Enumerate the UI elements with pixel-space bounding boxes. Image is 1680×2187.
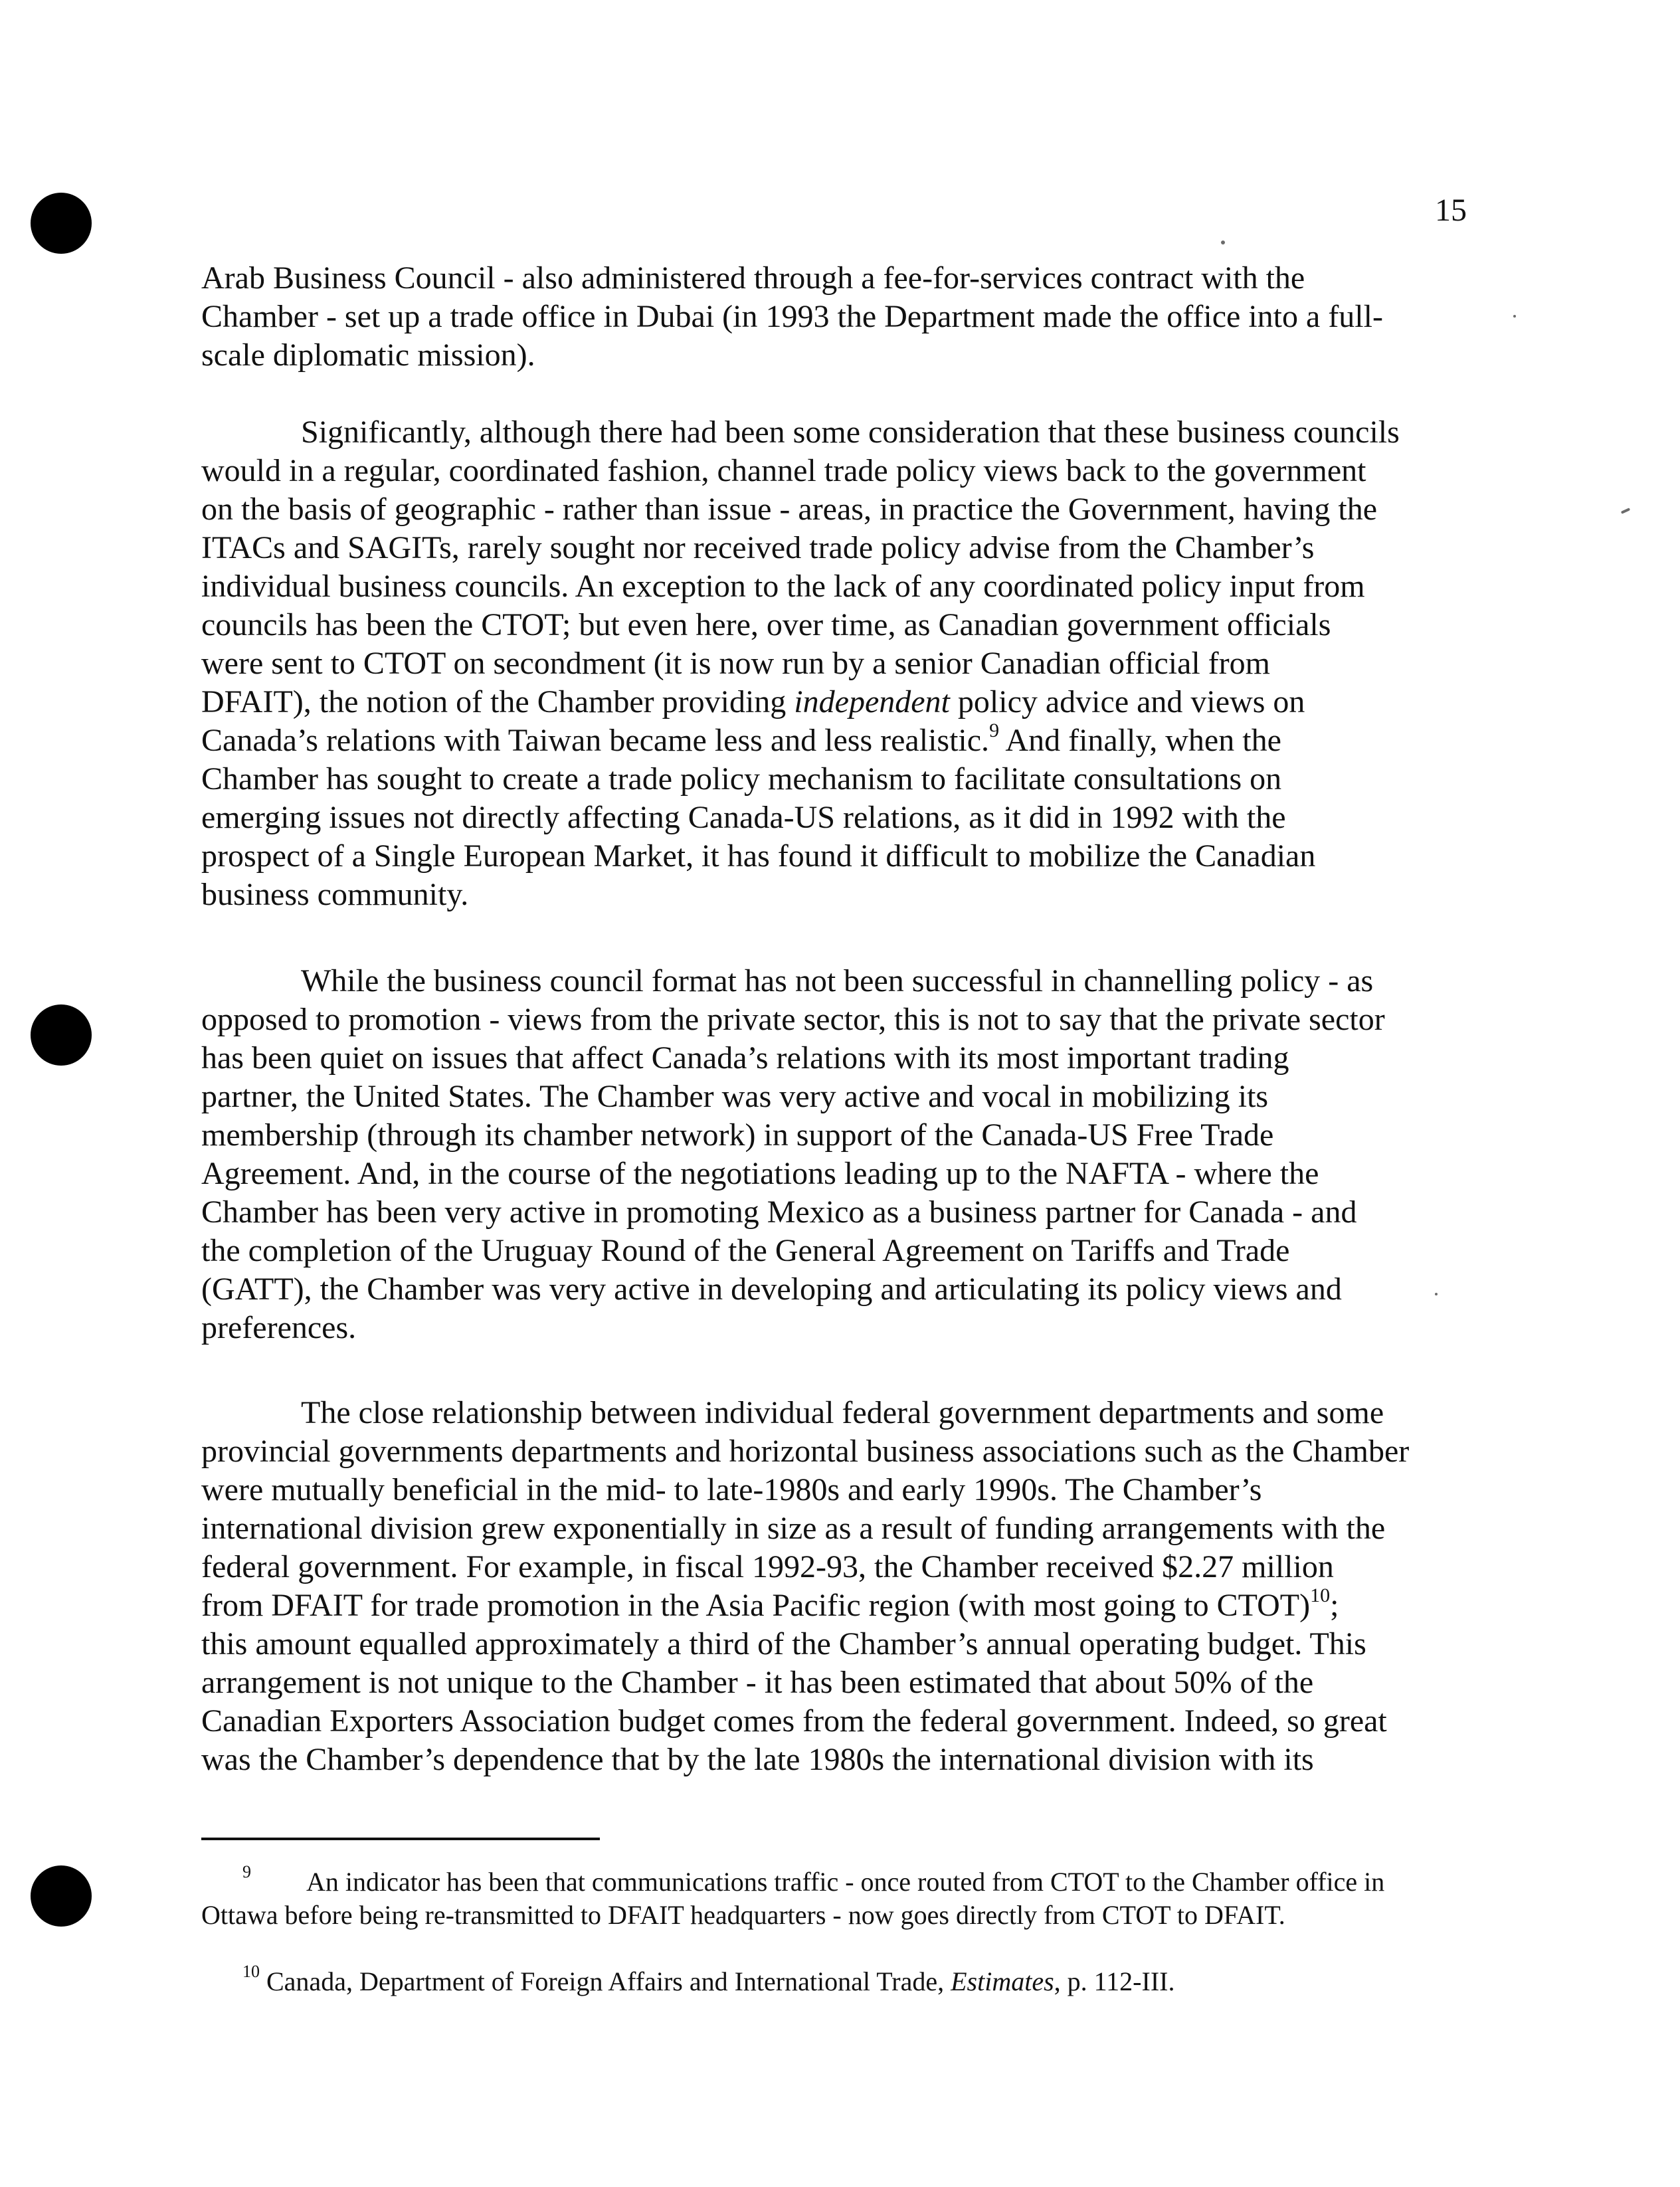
footnote-text: An indicator has been that communications traffic - once routed from CTOT to the Chamber office in [306, 1867, 1385, 1897]
footnote-10 [201, 1961, 1507, 1998]
footnote-ref-9[interactable]: 9 [989, 719, 1000, 741]
text-segment: DFAIT), the notion of the Chamber providing [201, 684, 794, 719]
text-line: Significantly, although there had been some consideration that these business councils [301, 415, 1400, 450]
text-line: membership (through its chamber network) in support of the Canada-US Free Trade [201, 1117, 1274, 1153]
text-line: councils has been the CTOT; but even here, over time, as Canadian government officials [201, 607, 1331, 642]
text-segment: policy advice and views on [949, 684, 1305, 719]
page-number: 15 [1435, 193, 1467, 228]
text-line [201, 721, 1507, 760]
footnote-text: , p. 112-III. [1054, 1966, 1175, 1996]
emphasis-text: Estimates [951, 1966, 1054, 1996]
text-line: were sent to CTOT on secondment (it is now run by a senior Canadian official from [201, 646, 1270, 681]
scan-speck [1513, 315, 1516, 318]
text-line: Chamber has been very active in promoting Mexico as a business partner for Canada - and [201, 1194, 1357, 1230]
text-line: has been quiet on issues that affect Canada’s relations with its most important trading [201, 1040, 1289, 1076]
punch-hole-top [31, 193, 92, 254]
paragraph-1 [201, 259, 1507, 375]
paragraph-2 [201, 413, 1507, 914]
text-line [201, 1586, 1507, 1625]
punch-hole-bottom [31, 1865, 92, 1927]
text-line: opposed to promotion - views from the private sector, this is not to say that the private sector [201, 1002, 1385, 1037]
text-line: individual business councils. An exception to the lack of any coordinated policy input from [201, 569, 1365, 604]
text-line: emerging issues not directly affecting Canada-US relations, as it did in 1992 with the [201, 800, 1286, 835]
footnote-text: Canada, Department of Foreign Affairs and International Trade, [260, 1966, 951, 1996]
text-segment: from DFAIT for trade promotion in the Asia Pacific region (with most going to CTOT) [201, 1588, 1311, 1623]
text-line [201, 683, 1507, 721]
text-line: this amount equalled approximately a third of the Chamber’s annual operating budget. This [201, 1626, 1366, 1662]
footnote-line [201, 1961, 1507, 1998]
text-line: (GATT), the Chamber was very active in developing and articulating its policy views and [201, 1272, 1342, 1307]
text-line: Chamber has sought to create a trade policy mechanism to facilitate consultations on [201, 761, 1282, 797]
text-line: were mutually beneficial in the mid- to late-1980s and early 1990s. The Chamber’s [201, 1472, 1262, 1507]
footnote-line: $^9$ An indicator has been that communications traffic - once routed from CTOT to the Chamber office in [242, 1861, 1385, 1897]
text-line: the completion of the Uruguay Round of the General Agreement on Tariffs and Trade [201, 1233, 1290, 1268]
text-line: preferences. [201, 1310, 357, 1345]
text-line: business community. [201, 877, 469, 912]
paragraph-4 [201, 1394, 1507, 1779]
text-segment: Canada’s relations with Taiwan became less and less realistic. [201, 723, 990, 758]
scan-speck [1621, 508, 1630, 514]
text-segment: And finally, when the [999, 723, 1281, 758]
footnote-marker: 10 [242, 1961, 260, 1981]
text-line: would in a regular, coordinated fashion, channel trade policy views back to the government [201, 453, 1366, 488]
punch-hole-middle [31, 1004, 92, 1066]
paragraph-3 [201, 962, 1507, 1347]
text-line: international division grew exponentially in size as a result of funding arrangements with the [201, 1511, 1386, 1546]
text-line: scale diplomatic mission). [201, 337, 535, 373]
footnote-9 [201, 1861, 1507, 1932]
emphasis-text: independent [794, 684, 950, 719]
text-line: partner, the United States. The Chamber was very active and vocal in mobilizing its [201, 1079, 1269, 1114]
text-line: on the basis of geographic - rather than issue - areas, in practice the Government, having the [201, 492, 1378, 527]
text-line: provincial governments departments and horizontal business associations such as the Chamber [201, 1434, 1410, 1469]
text-line: was the Chamber’s dependence that by the late 1980s the international division with its [201, 1742, 1314, 1777]
text-line: Canadian Exporters Association budget comes from the federal government. Indeed, so great [201, 1703, 1387, 1739]
text-line: federal government. For example, in fiscal 1992-93, the Chamber received $2.27 million [201, 1549, 1334, 1584]
footnote-separator [201, 1838, 600, 1840]
footnote-ref-10[interactable]: 10 [1310, 1584, 1331, 1606]
text-line: Chamber - set up a trade office in Dubai (in 1993 the Department made the office into a full- [201, 299, 1383, 334]
text-segment: ; [1330, 1588, 1339, 1623]
footnote-line: Ottawa before being re-transmitted to DFAIT headquarters - now goes directly from CTOT to DFAIT. [201, 1900, 1285, 1930]
text-line: arrangement is not unique to the Chamber - it has been estimated that about 50% of the [201, 1665, 1314, 1700]
text-line: While the business council format has not been successful in channelling policy - as [301, 963, 1374, 998]
text-line: The close relationship between individual federal government departments and some [301, 1395, 1384, 1430]
text-line: ITACs and SAGITs, rarely sought nor received trade policy advise from the Chamber’s [201, 530, 1315, 565]
text-line: Arab Business Council - also administered through a fee-for-services contract with the [201, 260, 1305, 296]
text-line: Agreement. And, in the course of the negotiations leading up to the NAFTA - where the [201, 1156, 1319, 1191]
text-line: prospect of a Single European Market, it has found it difficult to mobilize the Canadian [201, 838, 1316, 874]
scan-speck [1221, 240, 1225, 244]
